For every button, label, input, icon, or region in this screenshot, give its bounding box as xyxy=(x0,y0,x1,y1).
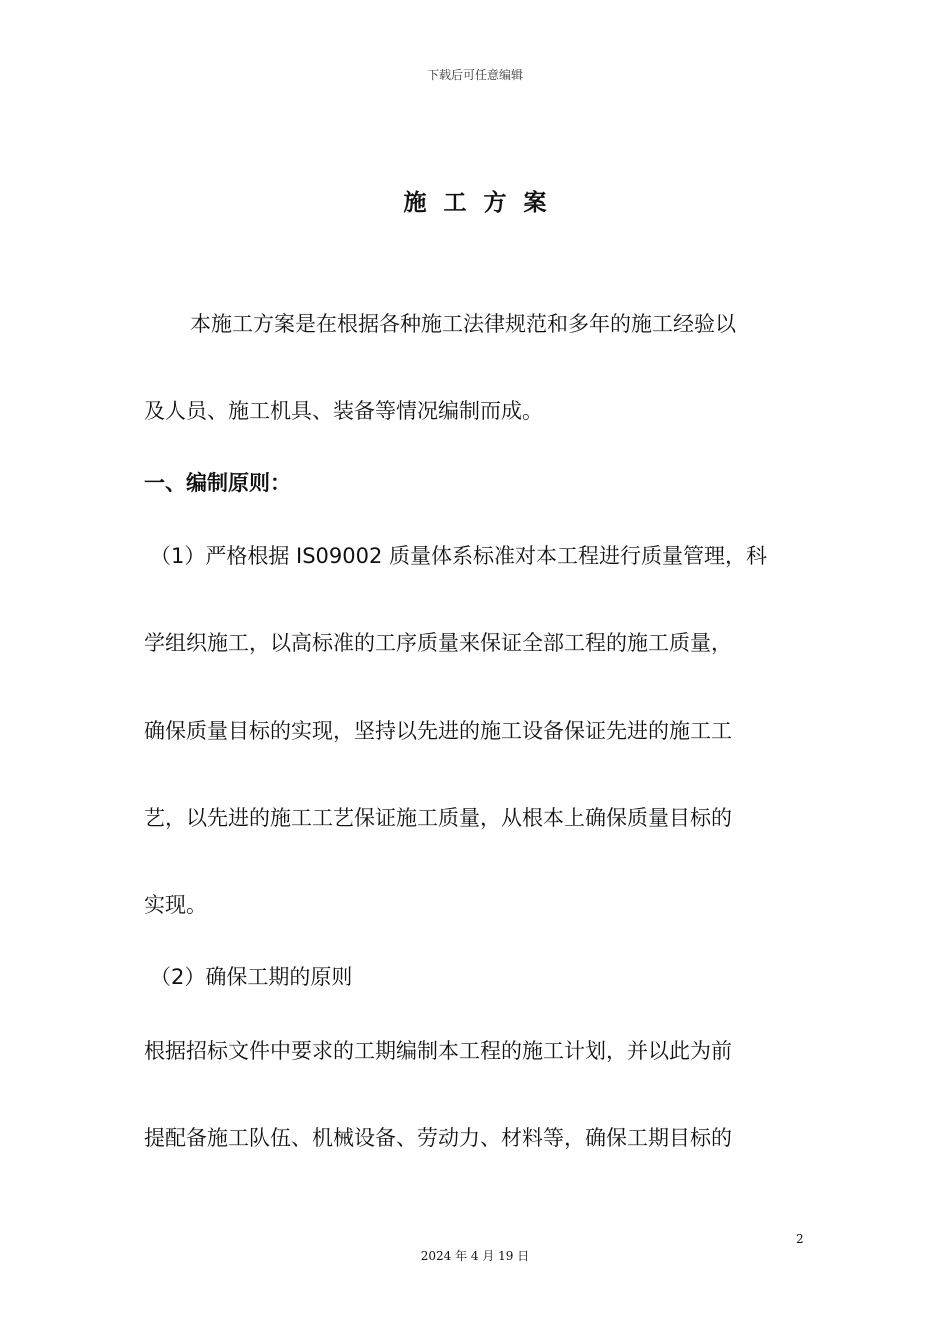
paragraph-line-2: 及人员、施工机具、装备等情况编制而成。 xyxy=(144,399,543,423)
paragraph-line-4: 学组织施工，以高标准的工序质量来保证全部工程的施工质量， xyxy=(144,631,732,655)
section-heading: 一、编制原则： xyxy=(144,471,291,495)
page-header: 下载后可任意编辑 xyxy=(426,68,523,82)
footer-date: 2024 年 4 月 19 日 xyxy=(420,1249,530,1263)
paragraph-line-8: 根据招标文件中要求的工期编制本工程的施工计划，并以此为前 xyxy=(144,1039,732,1063)
document-title: 施工方案 xyxy=(403,190,564,216)
paragraph-line-6: 艺，以先进的施工工艺保证施工质量，从根本上确保质量目标的 xyxy=(144,806,732,830)
paragraph-line-3: （1）严格根据 IS09002 质量体系标准对本工程进行质量管理，科 xyxy=(150,544,768,568)
paragraph-line-7: 实现。 xyxy=(144,893,207,917)
subheading-line: （2）确保工期的原则 xyxy=(150,965,353,989)
paragraph-line-9: 提配备施工队伍、机械设备、劳动力、材料等，确保工期目标的 xyxy=(144,1126,732,1150)
paragraph-line-1: 本施工方案是在根据各种施工法律规范和多年的施工经验以 xyxy=(190,312,736,336)
paragraph-line-5: 确保质量目标的实现，坚持以先进的施工设备保证先进的施工工 xyxy=(144,719,732,743)
page-number: 2 xyxy=(796,1232,804,1246)
